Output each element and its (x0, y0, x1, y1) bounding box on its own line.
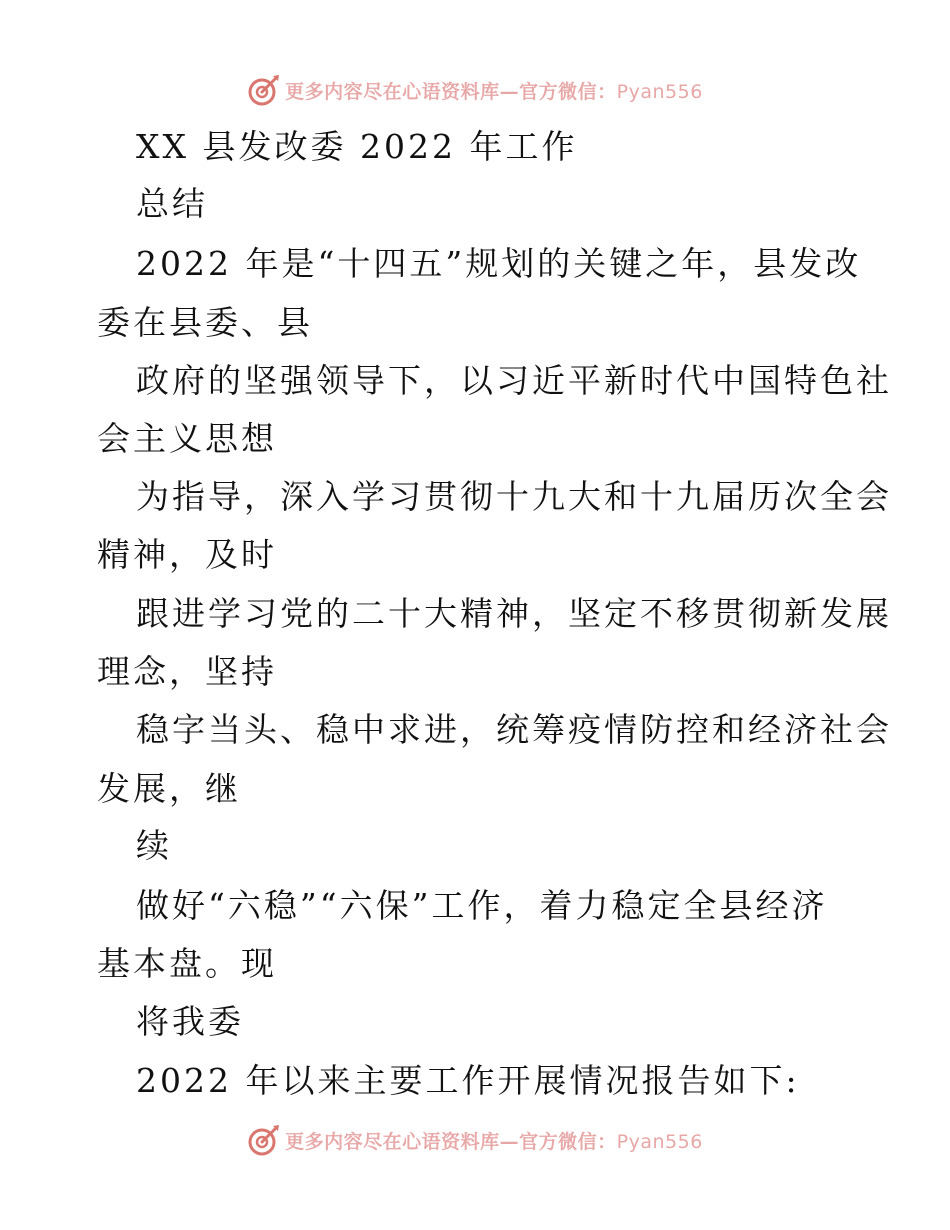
doc-title-line-1: XX 县发改委 2022 年工作 (136, 127, 578, 166)
doc-paragraph-line: 理念，坚持 (97, 652, 277, 691)
pen-logo-icon (247, 73, 281, 107)
doc-paragraph-line: 2022 年以来主要工作开展情况报告如下: (136, 1061, 800, 1100)
watermark-footer (0, 1120, 950, 1160)
doc-paragraph-line: 发展，继 (97, 769, 241, 808)
doc-paragraph-line: 做好“六稳”“六保”工作，着力稳定全县经济 (136, 886, 828, 925)
doc-paragraph-line: 委在县委、县 (97, 303, 313, 342)
doc-paragraph-line: 精神，及时 (97, 535, 277, 574)
doc-paragraph-line: 基本盘。现 (97, 944, 277, 983)
doc-paragraph-line: 跟进学习党的二十大精神，坚定不移贯彻新发展 (136, 594, 892, 633)
pen-logo-icon (247, 1123, 281, 1157)
doc-paragraph-line: 续 (136, 826, 172, 865)
doc-paragraph-line: 为指导，深入学习贯彻十九大和十九届历次全会 (136, 477, 892, 516)
watermark-text: 更多内容尽在心语资料库—官方微信：Pyan556 (285, 1130, 703, 1153)
doc-paragraph-line: 将我委 (136, 1002, 244, 1041)
doc-paragraph-line: 会主义思想 (97, 419, 277, 458)
watermark-text: 更多内容尽在心语资料库—官方微信：Pyan556 (285, 80, 703, 103)
doc-paragraph-line: 2022 年是“十四五”规划的关键之年，县发改 (136, 244, 862, 283)
doc-paragraph-line: 稳字当头、稳中求进，统筹疫情防控和经济社会 (136, 710, 892, 749)
doc-paragraph-line: 政府的坚强领导下，以习近平新时代中国特色社 (136, 361, 892, 400)
watermark-header (0, 70, 950, 110)
doc-title-line-2: 总结 (136, 184, 208, 223)
